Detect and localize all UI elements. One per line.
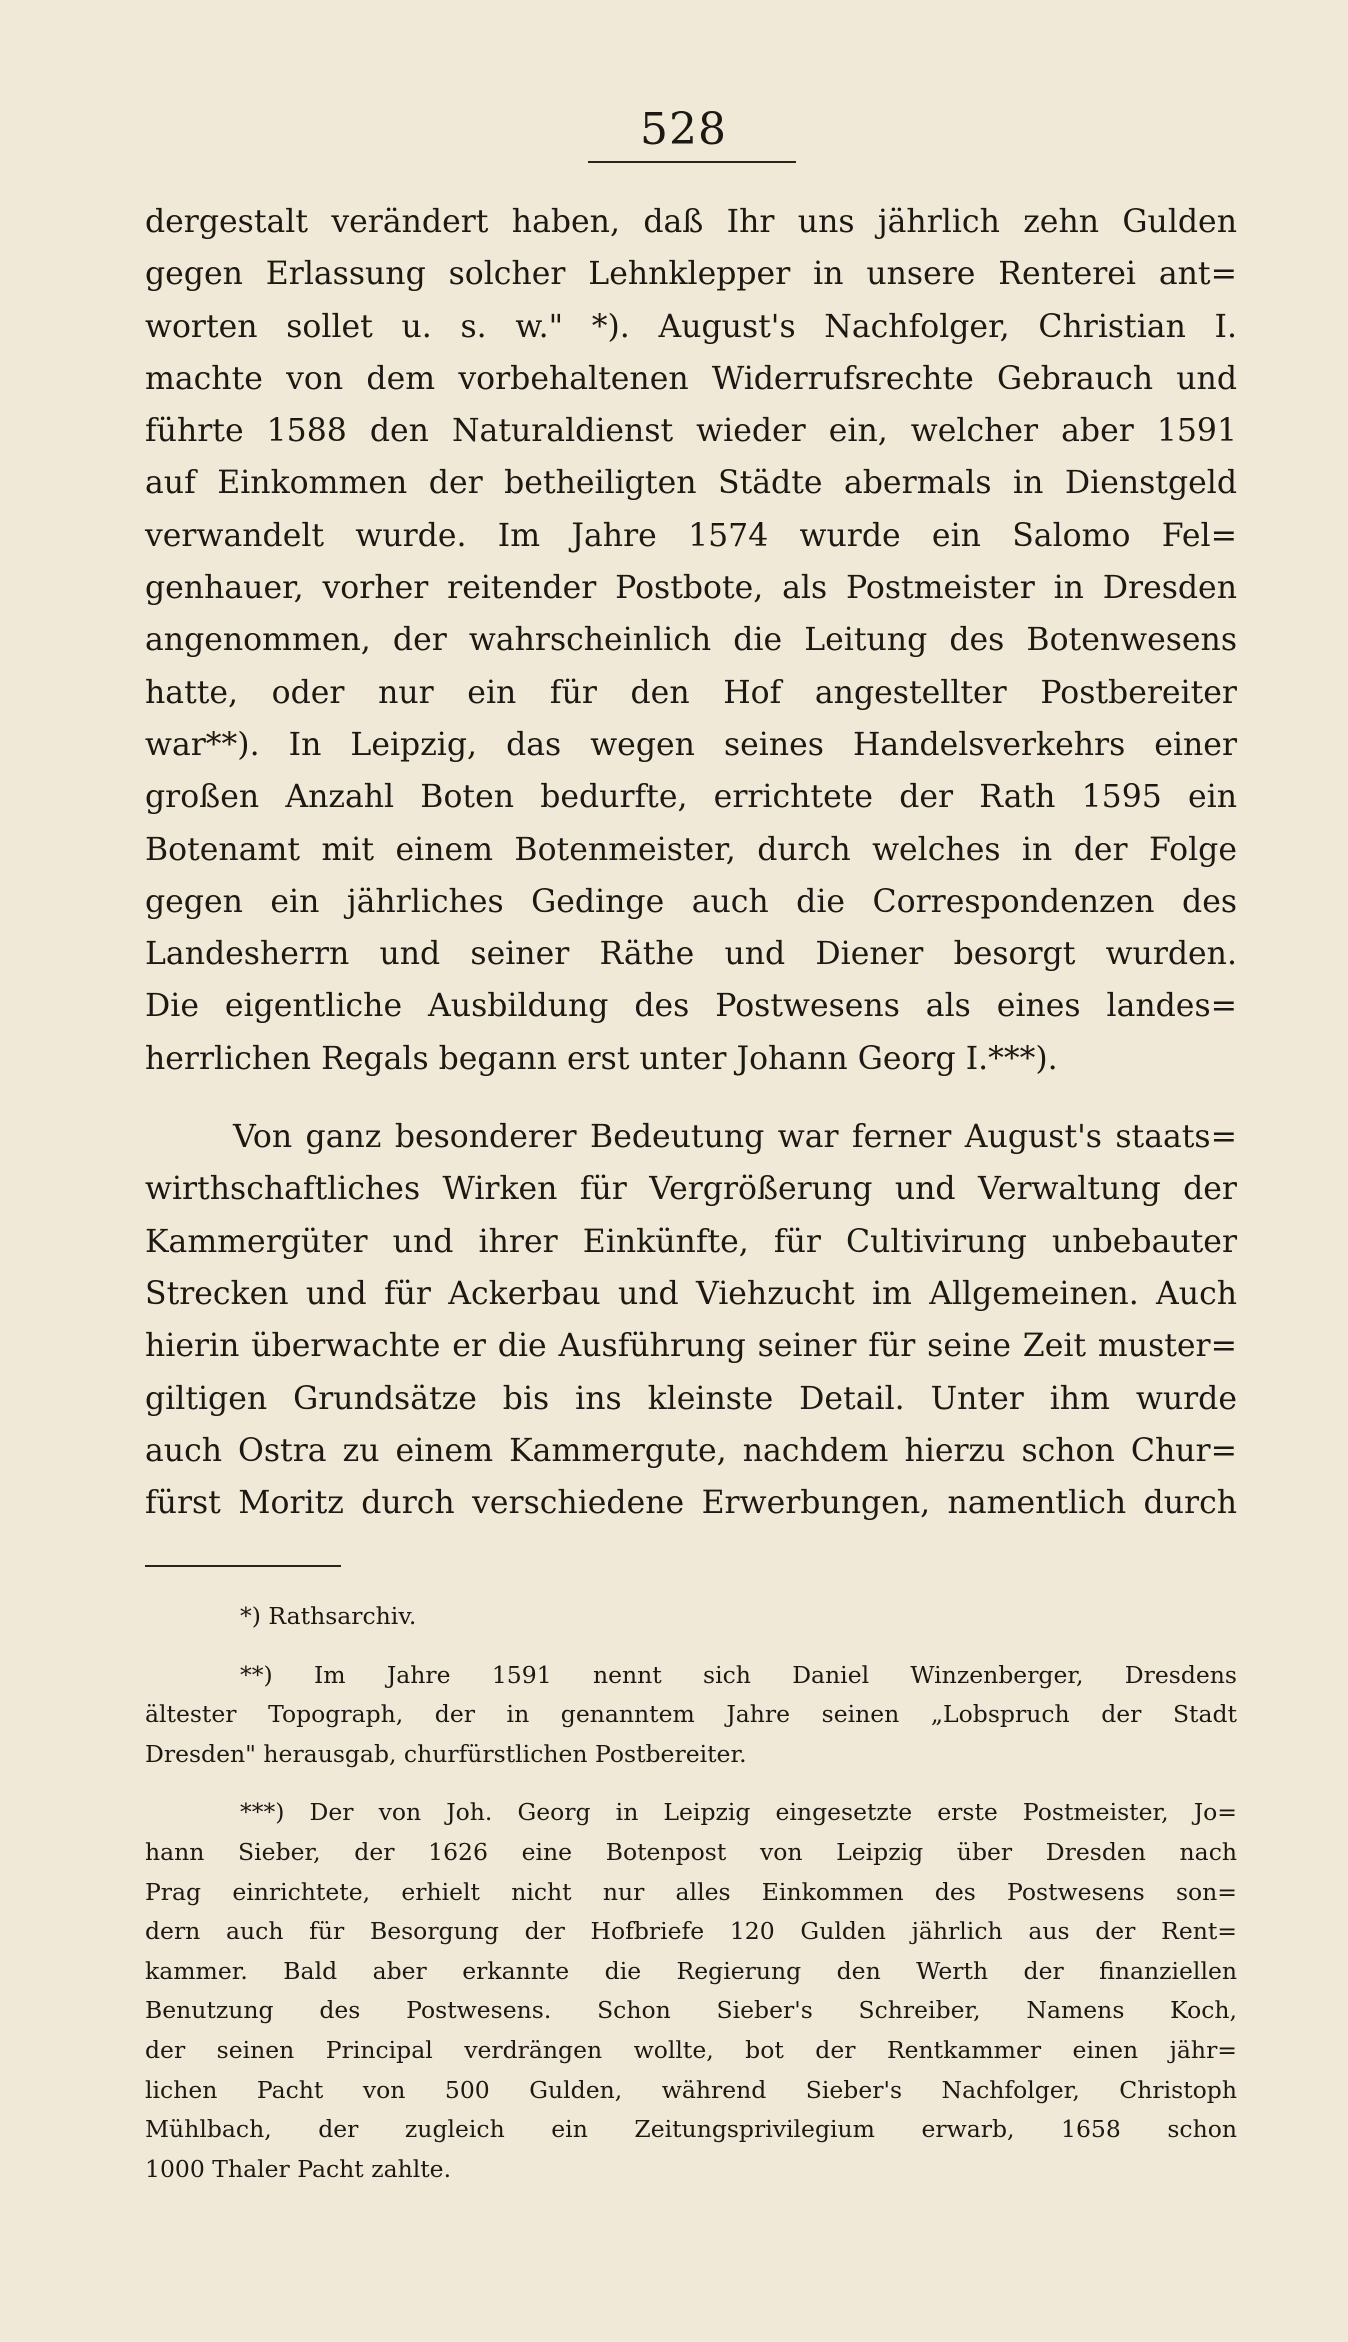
footnote-rule (145, 1565, 341, 1567)
footnote-line: Prag einrichtete, erhielt nicht nur alles Einkommen des Postwesens son= (145, 1877, 1237, 1906)
footnote-line: lichen Pacht von 500 Gulden, während Sieber's Nachfolger, Christoph (145, 2075, 1237, 2104)
paragraph-1 (145, 196, 1237, 1085)
text-line: fürst Moritz durch verschiedene Erwerbungen, namentlich durch (145, 1485, 1237, 1522)
footnote-gap (145, 1774, 1237, 1793)
text-line: gegen ein jährliches Gedinge auch die Correspondenzen des (145, 883, 1237, 920)
text-line: wirthschaftliches Wirken für Vergrößerung und Verwaltung der (145, 1171, 1237, 1208)
text-line: hatte, oder nur ein für den Hof angestellter Postbereiter (145, 674, 1237, 711)
text-line: Botenamt mit einem Botenmeister, durch welches in der Folge (145, 831, 1237, 868)
footnote-line: ***) Der von Joh. Georg in Leipzig eingesetzte erste Postmeister, Jo= (240, 1798, 1237, 1827)
text-line: großen Anzahl Boten bedurfte, errichtete der Rath 1595 ein (145, 779, 1237, 816)
footnote-line: Mühlbach, der zugleich ein Zeitungsprivilegium erwarb, 1658 schon (145, 2115, 1237, 2144)
footnote-line: Dresden" herausgab, churfürstlichen Postbereiter. (145, 1739, 747, 1768)
body-text (145, 196, 1237, 1529)
text-line: Strecken und für Ackerbau und Viehzucht im Allgemeinen. Auch (145, 1275, 1237, 1312)
paragraph-gap (145, 1085, 1237, 1111)
footnote-3 (145, 1793, 1237, 2189)
text-line: Von ganz besonderer Bedeutung war ferner August's staats= (233, 1119, 1237, 1156)
footnotes (145, 1597, 1237, 2189)
text-line: hierin überwachte er die Ausführung seiner für seine Zeit muster= (145, 1328, 1237, 1365)
text-line: genhauer, vorher reitender Postbote, als Postmeister in Dresden (145, 570, 1237, 607)
footnote-line: *) Rathsarchiv. (240, 1602, 417, 1630)
footnote-line: kammer. Bald aber erkannte die Regierung den Werth der finanziellen (145, 1956, 1237, 1985)
footnote-line: **) Im Jahre 1591 nennt sich Daniel Winzenberger, Dresdens (240, 1660, 1237, 1689)
page-number: 528 (640, 104, 727, 155)
footnote-gap (145, 1637, 1237, 1656)
text-line: gegen Erlassung solcher Lehnklepper in unsere Renterei ant= (145, 256, 1237, 293)
text-line: führte 1588 den Naturaldienst wieder ein, welcher aber 1591 (145, 413, 1237, 450)
text-line: war**). In Leipzig, das wegen seines Handelsverkehrs einer (145, 726, 1237, 763)
text-line: dergestalt verändert haben, daß Ihr uns jährlich zehn Gulden (145, 204, 1237, 240)
footnote-2 (145, 1656, 1237, 1775)
text-line: herrlichen Regals begann erst unter Johann Georg I.***). (145, 1040, 1058, 1077)
header-rule (588, 161, 796, 163)
text-line: auch Ostra zu einem Kammergute, nachdem hierzu schon Chur= (145, 1432, 1237, 1469)
footnote-line: dern auch für Besorgung der Hofbriefe 120 Gulden jährlich aus der Rent= (145, 1917, 1237, 1946)
text-line: Die eigentliche Ausbildung des Postwesens als eines landes= (145, 988, 1237, 1025)
text-line: Landesherrn und seiner Räthe und Diener besorgt wurden. (145, 936, 1237, 973)
text-line: worten sollet u. s. w." *). August's Nachfolger, Christian I. (145, 308, 1237, 345)
footnote-line: hann Sieber, der 1626 eine Botenpost von Leipzig über Dresden nach (145, 1837, 1237, 1866)
text-line: giltigen Grundsätze bis ins kleinste Detail. Unter ihm wurde (145, 1380, 1237, 1417)
text-line: auf Einkommen der betheiligten Städte abermals in Dienstgeld (145, 465, 1237, 502)
text-line: verwandelt wurde. Im Jahre 1574 wurde ein Salomo Fel= (145, 517, 1237, 554)
footnote-line: ältester Topograph, der in genanntem Jahre seinen „Lobspruch der Stadt (145, 1700, 1237, 1729)
text-line: Kammergüter und ihrer Einkünfte, für Cultivirung unbebauter (145, 1223, 1237, 1260)
text-line: angenommen, der wahrscheinlich die Leitung des Botenwesens (145, 622, 1237, 659)
footnote-1 (145, 1597, 1237, 1637)
paragraph-2 (145, 1111, 1237, 1529)
text-line: machte von dem vorbehaltenen Widerrufsrechte Gebrauch und (145, 360, 1237, 397)
footnote-line: 1000 Thaler Pacht zahlte. (145, 2154, 452, 2183)
footnote-line: der seinen Principal verdrängen wollte, bot der Rentkammer einen jähr= (145, 2035, 1237, 2064)
footnote-line: Benutzung des Postwesens. Schon Sieber's Schreiber, Namens Koch, (145, 1996, 1237, 2025)
